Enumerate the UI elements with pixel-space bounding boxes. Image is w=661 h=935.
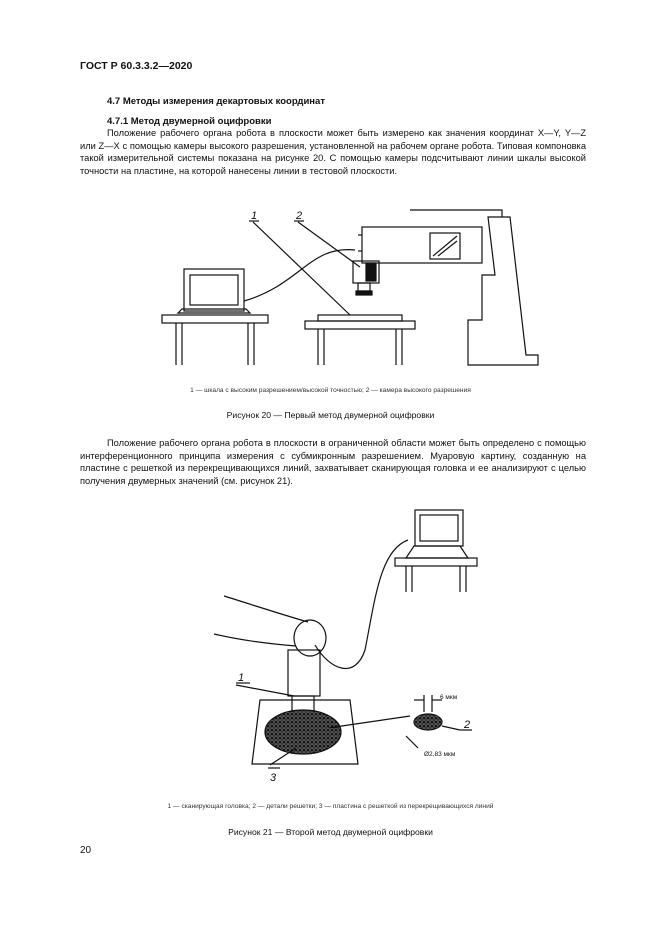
figure-21-diagram bbox=[210, 500, 510, 790]
scale-plate bbox=[318, 315, 402, 321]
figure-20-label-2: 2 bbox=[296, 210, 303, 222]
figure-20-note: 1 — шкала с высоким разрешением/высокой точностью; 2 — камера высокого разрешения bbox=[190, 387, 471, 394]
figure-20-label-1: 1 bbox=[251, 210, 258, 222]
robot-arm bbox=[214, 596, 326, 726]
right-table-top bbox=[305, 321, 415, 329]
figure-20-caption: Рисунок 20 — Первый метод двумерной оцифровки bbox=[226, 410, 435, 420]
document-header: ГОСТ Р 60.3.3.2—2020 bbox=[80, 60, 193, 72]
leader-1 bbox=[236, 685, 294, 696]
paragraph-1 bbox=[80, 127, 586, 177]
page-number: 20 bbox=[80, 845, 92, 856]
robot-arm bbox=[358, 210, 538, 365]
leader-2 bbox=[298, 222, 360, 267]
paragraph-1-text: Положение рабочего органа робота в плоскости может быть измерено как значения координат X—Y, Y—Z или Z—X с помощью камеры высокого разрешения, установленной на рабочем органе робота. Типовая компоновка такой измерительной системы показана на рисунке 20. С помощью камеры подсчитывают линии шкалы высокой точности на пластине, на которой нанесены линии в тестовой плоскости. bbox=[80, 128, 586, 176]
detail-leader bbox=[328, 716, 410, 728]
dimension-diameter: Ø2,83 мкм bbox=[424, 751, 456, 758]
subsection-title: 4.7.1 Метод двумерной оцифровки bbox=[107, 116, 272, 127]
computer-icon bbox=[178, 269, 250, 313]
paragraph-2 bbox=[80, 437, 586, 487]
camera-cable bbox=[244, 250, 355, 301]
figure-20-diagram bbox=[150, 205, 550, 375]
grating-detail bbox=[414, 714, 442, 730]
scanner-cable bbox=[315, 540, 408, 669]
figure-21-caption: Рисунок 21 — Второй метод двумерной оцифровки bbox=[228, 827, 433, 837]
paragraph-2-text: Положение рабочего органа робота в плоскости в ограниченной области может быть определено с помощью интерференционного принципа измерения с субмикронным разрешением. Муаровую картину, созданную на пластине с решеткой из перекрещивающихся линий, захватывает сканирующая головка и ее анализируют с целью получения двумерных значений (см. рисунок 21). bbox=[80, 438, 586, 486]
figure-21-note: 1 — сканирующая головка; 2 — детали решетки; 3 — пластина с решеткой из перекрещивающихся линий bbox=[167, 803, 494, 810]
figure-21-label-2: 2 bbox=[464, 719, 471, 731]
section-title: 4.7 Методы измерения декартовых координат bbox=[107, 96, 325, 107]
camera-icon bbox=[353, 261, 379, 295]
figure-21-label-1: 1 bbox=[238, 672, 245, 684]
left-table-top bbox=[162, 315, 268, 323]
leader-1 bbox=[253, 222, 350, 315]
figure-21-label-3: 3 bbox=[270, 772, 277, 784]
dimension-width: 6 мкм bbox=[440, 694, 458, 701]
computer-icon bbox=[395, 510, 477, 592]
grating-area bbox=[265, 710, 341, 754]
